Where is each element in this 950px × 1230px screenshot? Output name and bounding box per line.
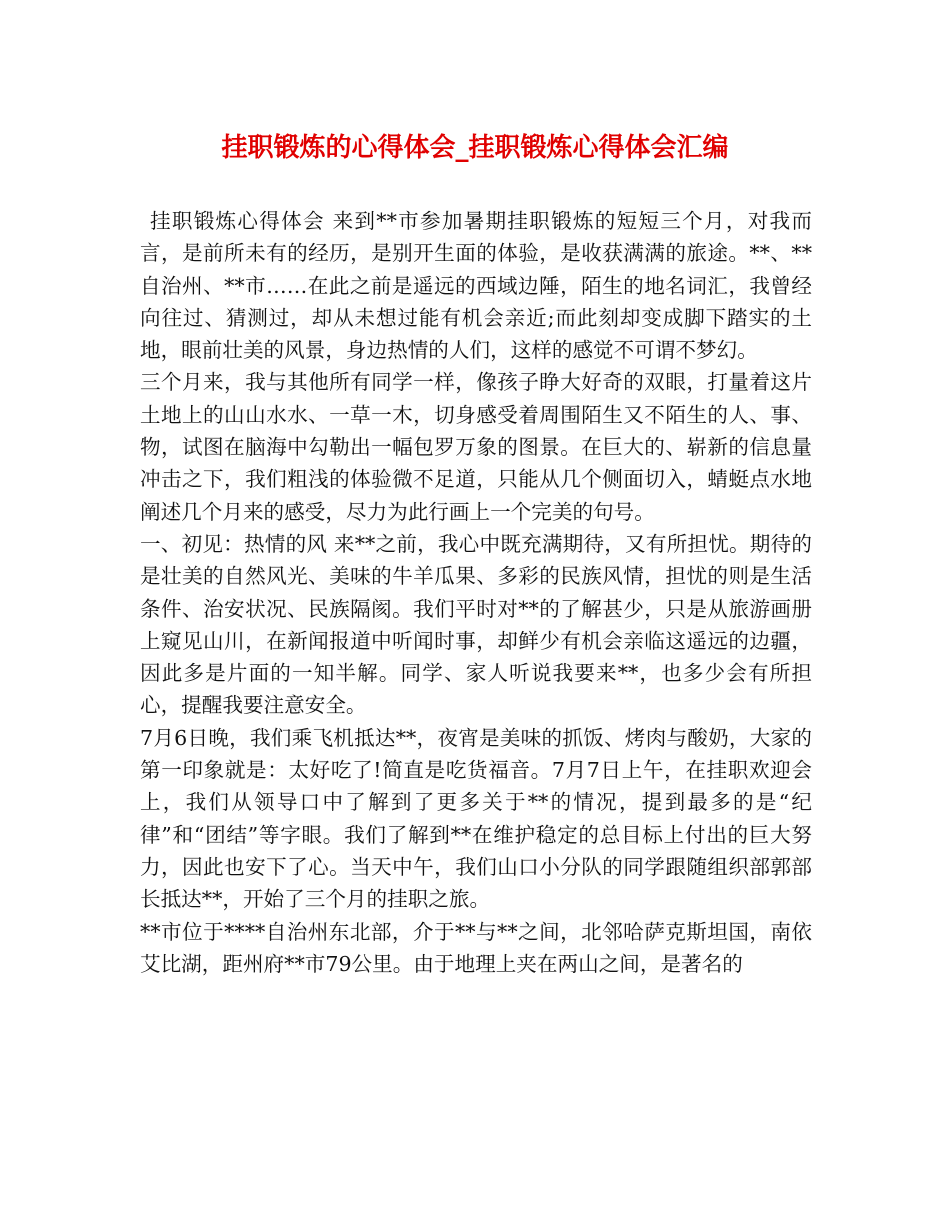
paragraph-3: 一、初见：热情的风 来**之前，我心中既充满期待，又有所担忧。期待的是壮美的自然风光、美味的牛羊瓜果、多彩的民族风情，担忧的则是生活条件、治安状况、民族隔阂。我们平时对**的了解甚少，只是从旅游画册上窥见山川，在新闻报道中听闻时事，却鲜少有机会亲临这遥远的边疆，因此多是片面的一知半解。同学、家人听说我要来**，也多少会有所担心，提醒我要注意安全。	[140, 531, 812, 718]
paragraph-4: 7月6日晚，我们乘飞机抵达**，夜宵是美味的抓饭、烤肉与酸奶，大家的第一印象就是：太好吃了!简直是吃货福音。7月7日上午，在挂职欢迎会上，我们从领导口中了解到了更多关于**的情况，提到最多的是“纪律”和“团结”等字眼。我们了解到**在维护稳定的总目标上付出的巨大努力，因此也安下了心。当天中午，我们山口小分队的同学跟随组织部郭部长抵达**，开始了三个月的挂职之旅。	[140, 725, 812, 912]
paragraph-5: **市位于****自治州东北部，介于**与**之间，北邻哈萨克斯坦国，南依艾比湖，距州府**市79公里。由于地理上夹在两山之间，是著名的	[140, 919, 812, 976]
paragraph-1: 挂职锻炼心得体会 来到**市参加暑期挂职锻炼的短短三个月，对我而言，是前所未有的经历，是别开生面的体验，是收获满满的旅途。**、**自治州、**市……在此之前是遥远的西域边陲，陌生的地名词汇，我曾经向往过、猜测过，却从未想过能有机会亲近;而此刻却变成脚下踏实的土地，眼前壮美的风景，身边热情的人们，这样的感觉不可谓不梦幻。	[140, 209, 812, 363]
paragraph-2: 三个月来，我与其他所有同学一样，像孩子睁大好奇的双眼，打量着这片土地上的山山水水、一草一木，切身感受着周围陌生又不陌生的人、事、物，试图在脑海中勾勒出一幅包罗万象的图景。在巨大的、崭新的信息量冲击之下，我们粗浅的体验微不足道，只能从几个侧面切入，蜻蜓点水地阐述几个月来的感受，尽力为此行画上一个完美的句号。	[140, 370, 812, 524]
document-body	[140, 205, 812, 980]
document-title: 挂职锻炼的心得体会_挂职锻炼心得体会汇编	[221, 133, 729, 163]
